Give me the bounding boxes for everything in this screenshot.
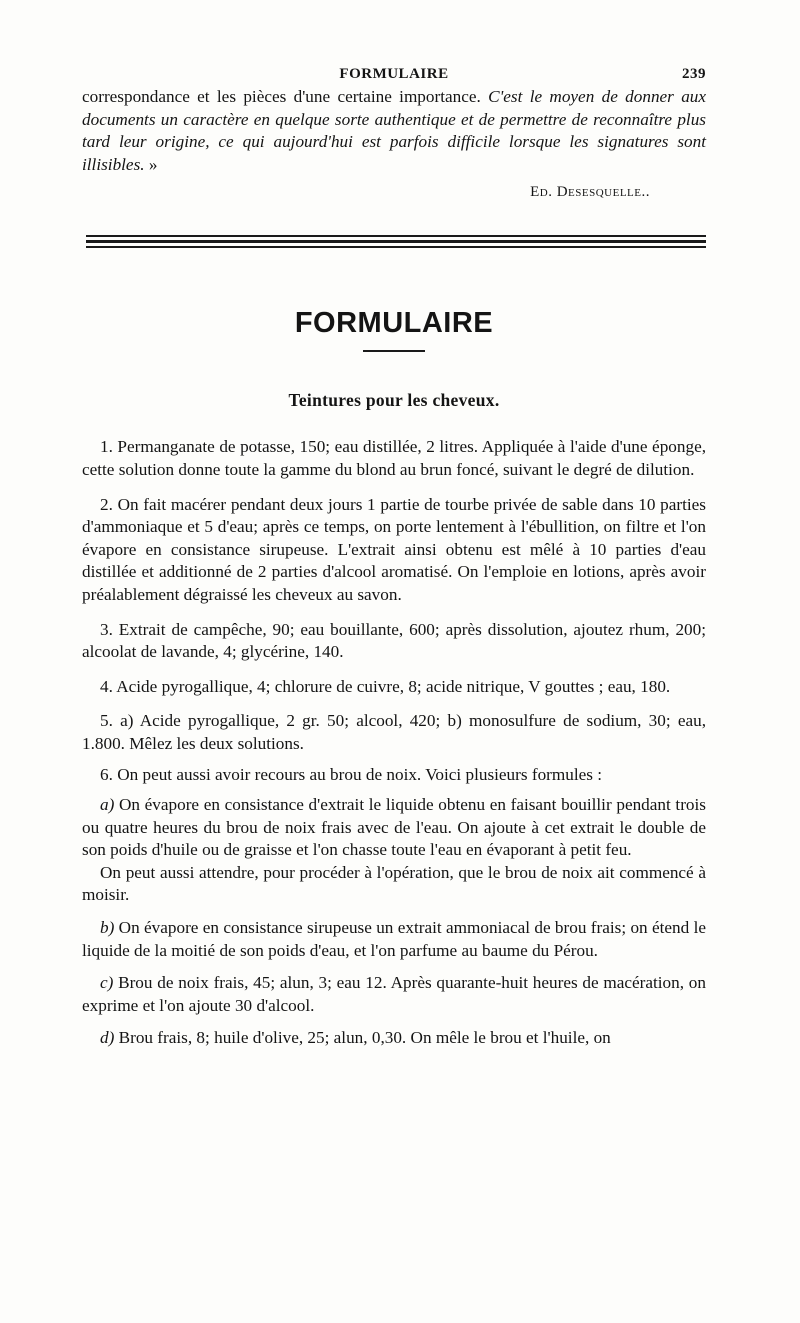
page-number: 239 — [682, 66, 706, 82]
formula-a-marker: a) — [100, 795, 115, 815]
formula-a-text: On évapore en consistance d'extrait le liquide obtenu en faisant bouillir pendant trois ou quatre heures du brou de noix frais avec de l'eau. On ajoute à cet extrait le double de son poids d'huile ou de graisse et l'on chasse toute l'eau en évaporant à petit feu. — [82, 795, 706, 860]
section-subtitle: Teintures pour les cheveux. — [288, 390, 500, 411]
recipe-4: 4. Acide pyrogallique, 4; chlorure de cuivre, 8; acide nitrique, V gouttes ; eau, 180. — [100, 676, 671, 696]
separator-line-bottom — [86, 246, 706, 248]
separator-line-middle — [86, 240, 706, 243]
formula-d-marker: d) — [100, 1028, 115, 1048]
closing-text: correspondance et les pièces d'une certaine importance. — [82, 87, 481, 106]
previous-article-closing — [82, 86, 706, 176]
recipe-3: 3. Extrait de campêche, 90; eau bouillante, 600; après dissolution, ajoutez rhum, 200; alcoolat de lavande, 4; glycérine, 140. — [82, 619, 706, 662]
author-name: Ed. Desesquelle.. — [530, 184, 650, 201]
walnut-formula-c — [82, 972, 706, 1017]
formula-d-text: Brou frais, 8; huile d'olive, 25; alun, 0,30. On mêle le brou et l'huile, on — [114, 1028, 611, 1048]
recipe-list — [82, 436, 706, 1050]
section-title: FORMULAIRE — [294, 307, 494, 340]
separator-line-top — [86, 235, 706, 237]
walnut-formula-b — [82, 917, 706, 962]
title-underline — [363, 350, 425, 352]
formula-b-text: On évapore en consistance sirupeuse un extrait ammoniacal de brou frais; on étend le liquide de la moitié de son poids d'eau, et l'on parfume au baume du Pérou. — [82, 918, 706, 960]
recipe-6: 6. On peut aussi avoir recours au brou de noix. Voici plusieurs formules : — [100, 764, 603, 784]
closing-quote: » — [148, 154, 158, 174]
walnut-formula-a — [82, 794, 706, 862]
page-header — [82, 62, 706, 86]
running-title: FORMULAIRE — [339, 66, 449, 82]
closing-italic-text: C'est le moyen de donner aux documents un caractère en quelque sorte authentique et de permettre de reconnaître plus tard leur origine, ce qui aujourd'hui est parfois difficile lorsque les signatures sont illisibles. — [82, 87, 707, 174]
formula-c-marker: c) — [100, 973, 114, 993]
formula-b-marker: b) — [100, 918, 115, 938]
section-separator — [82, 235, 706, 249]
recipe-2: 2. On fait macérer pendant deux jours 1 partie de tourbe privée de sable dans 10 parties d'ammoniaque et 5 d'eau; après ce temps, on porte lentement à l'ébullition, on filtre et l'on évapore en consistance sirupeuse. L'extrait ainsi obtenu est mêlé à 10 parties d'eau distillée et additionné de 2 parties d'alcool aromatisé. On l'emploie en lotions, après avoir préalablement dégraissé les cheveux au savon. — [82, 494, 706, 604]
author-signature — [82, 184, 706, 201]
recipe-5: 5. a) Acide pyrogallique, 2 gr. 50; alcool, 420; b) monosulfure de sodium, 30; eau, 1.800. Mêlez les deux solutions. — [82, 711, 706, 753]
walnut-formula-d — [82, 1027, 706, 1050]
formula-c-text: Brou de noix frais, 45; alun, 3; eau 12. Après quarante-huit heures de macération, on exprime et l'on ajoute 30 d'alcool. — [82, 973, 706, 1015]
recipe-1: 1. Permanganate de potasse, 150; eau distillée, 2 litres. Appliquée à l'aide d'une éponge, cette solution donne toute la gamme du blond au brun foncé, suivant le degré de dilution. — [82, 437, 706, 479]
page — [82, 62, 706, 1050]
walnut-formula-a-note: On peut aussi attendre, pour procéder à l'opération, que le brou de noix ait commencé à moisir. — [82, 862, 706, 905]
